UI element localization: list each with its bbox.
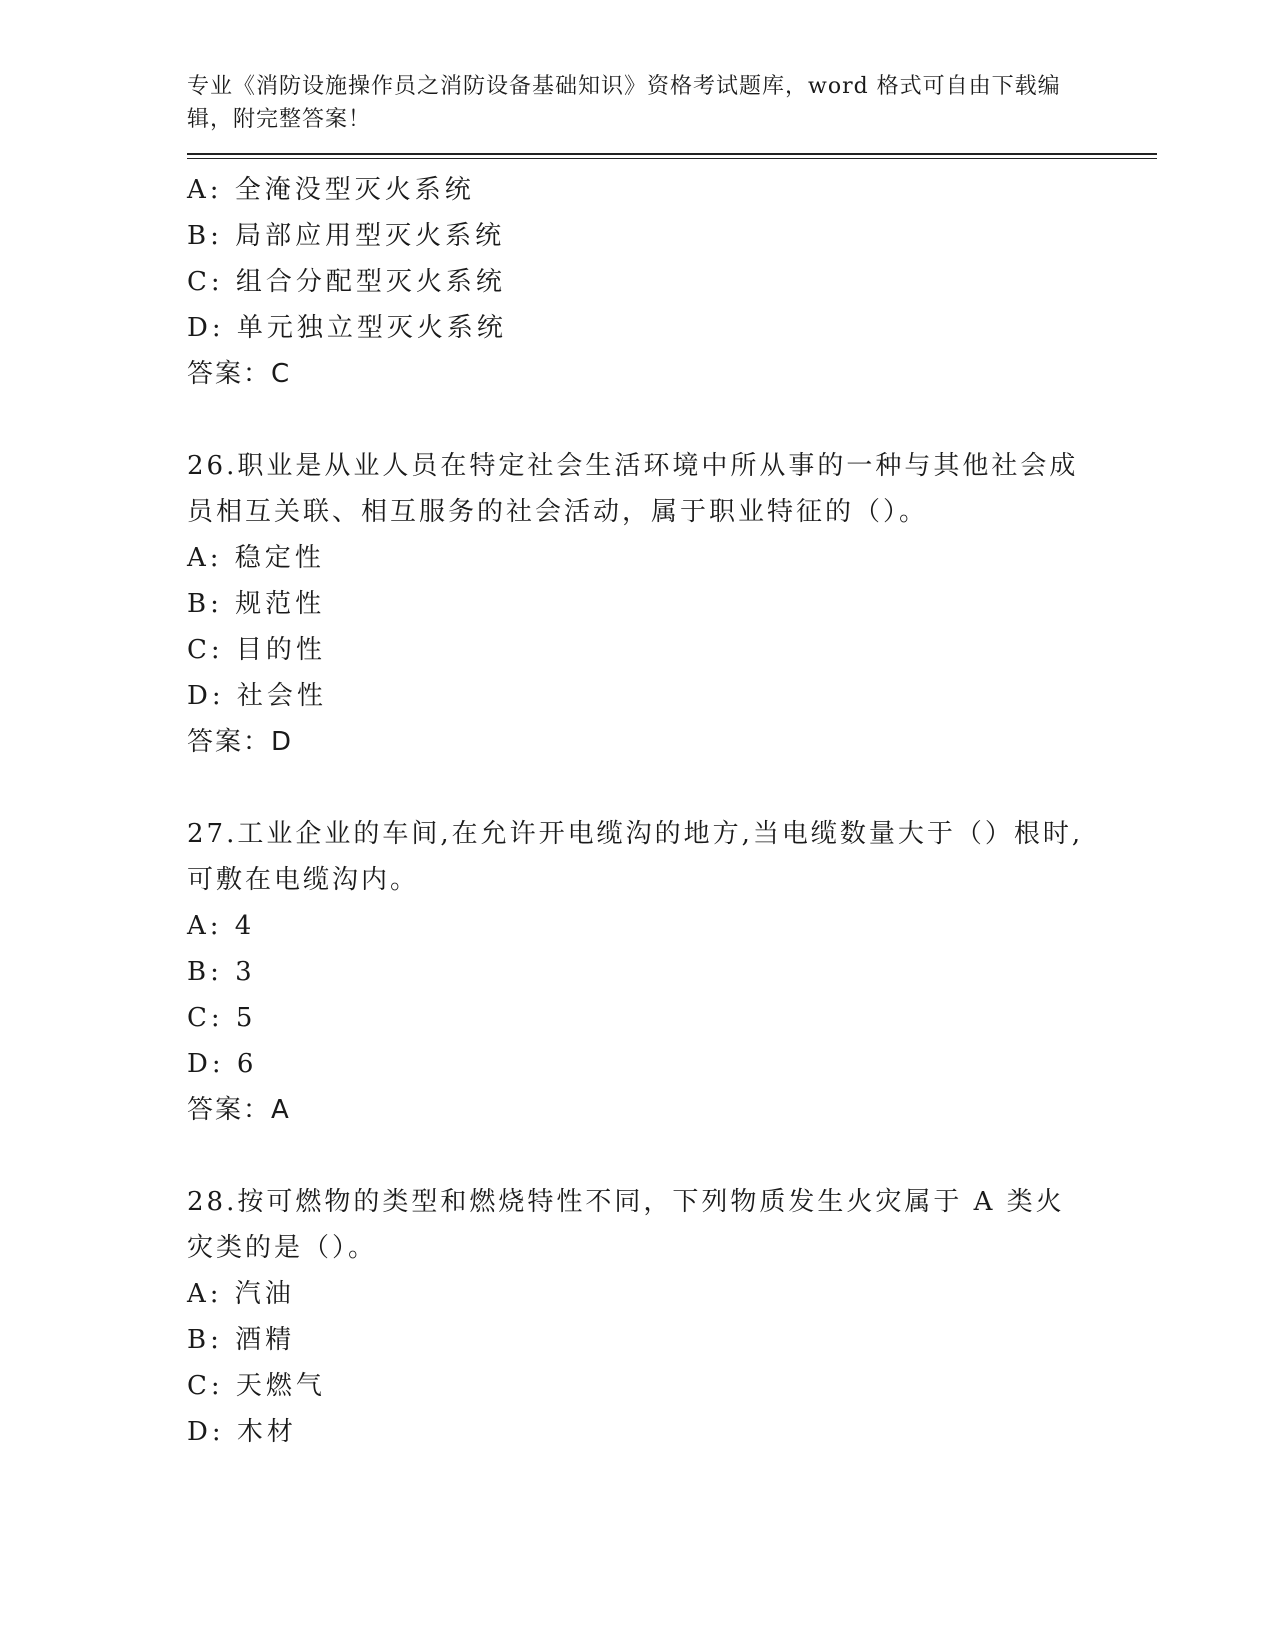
header-note: 专业《消防设施操作员之消防设备基础知识》资格考试题库，word 格式可自由下载编辑，附完整答案！: [187, 74, 1061, 132]
option-b: B: 局部应用型灭火系统: [187, 221, 506, 251]
option-a: A: 4: [187, 911, 256, 941]
question-stem: 27.工业企业的车间,在允许开电缆沟的地方,当电缆数量大于（）根时,可敷在电缆沟内。: [187, 819, 1084, 895]
option-d: D: 社会性: [187, 681, 327, 711]
option-c: C: 组合分配型灭火系统: [187, 267, 506, 297]
header-divider: [187, 153, 1157, 159]
option-c: C: 5: [187, 1003, 257, 1033]
question-stem: 26.职业是从业人员在特定社会生活环境中所从事的一种与其他社会成员相互关联、相互服务的社会活动，属于职业特征的（）。: [187, 451, 1079, 527]
option-a: A: 稳定性: [187, 543, 325, 573]
option-a: A: 汽油: [187, 1279, 295, 1309]
question-28: [187, 1179, 1157, 1455]
question-26: [187, 443, 1157, 765]
document-page: [187, 70, 1157, 1455]
option-d: D: 木材: [187, 1417, 297, 1447]
question-stem: 28.按可燃物的类型和燃烧特性不同，下列物质发生火灾属于 A 类火灾类的是（）。: [187, 1187, 1065, 1263]
option-c: C: 目的性: [187, 635, 326, 665]
option-d: D: 6: [187, 1049, 258, 1079]
option-b: B: 酒精: [187, 1325, 296, 1355]
continued-question: [187, 167, 1157, 397]
option-b: B: 规范性: [187, 589, 326, 619]
option-d: D: 单元独立型灭火系统: [187, 313, 507, 343]
question-27: [187, 811, 1157, 1133]
answer: 答案：A: [187, 1095, 291, 1125]
answer: 答案：C: [187, 359, 292, 389]
answer: 答案：D: [187, 727, 294, 757]
option-c: C: 天燃气: [187, 1371, 326, 1401]
option-b: B: 3: [187, 957, 256, 987]
option-a: A: 全淹没型灭火系统: [187, 175, 475, 205]
